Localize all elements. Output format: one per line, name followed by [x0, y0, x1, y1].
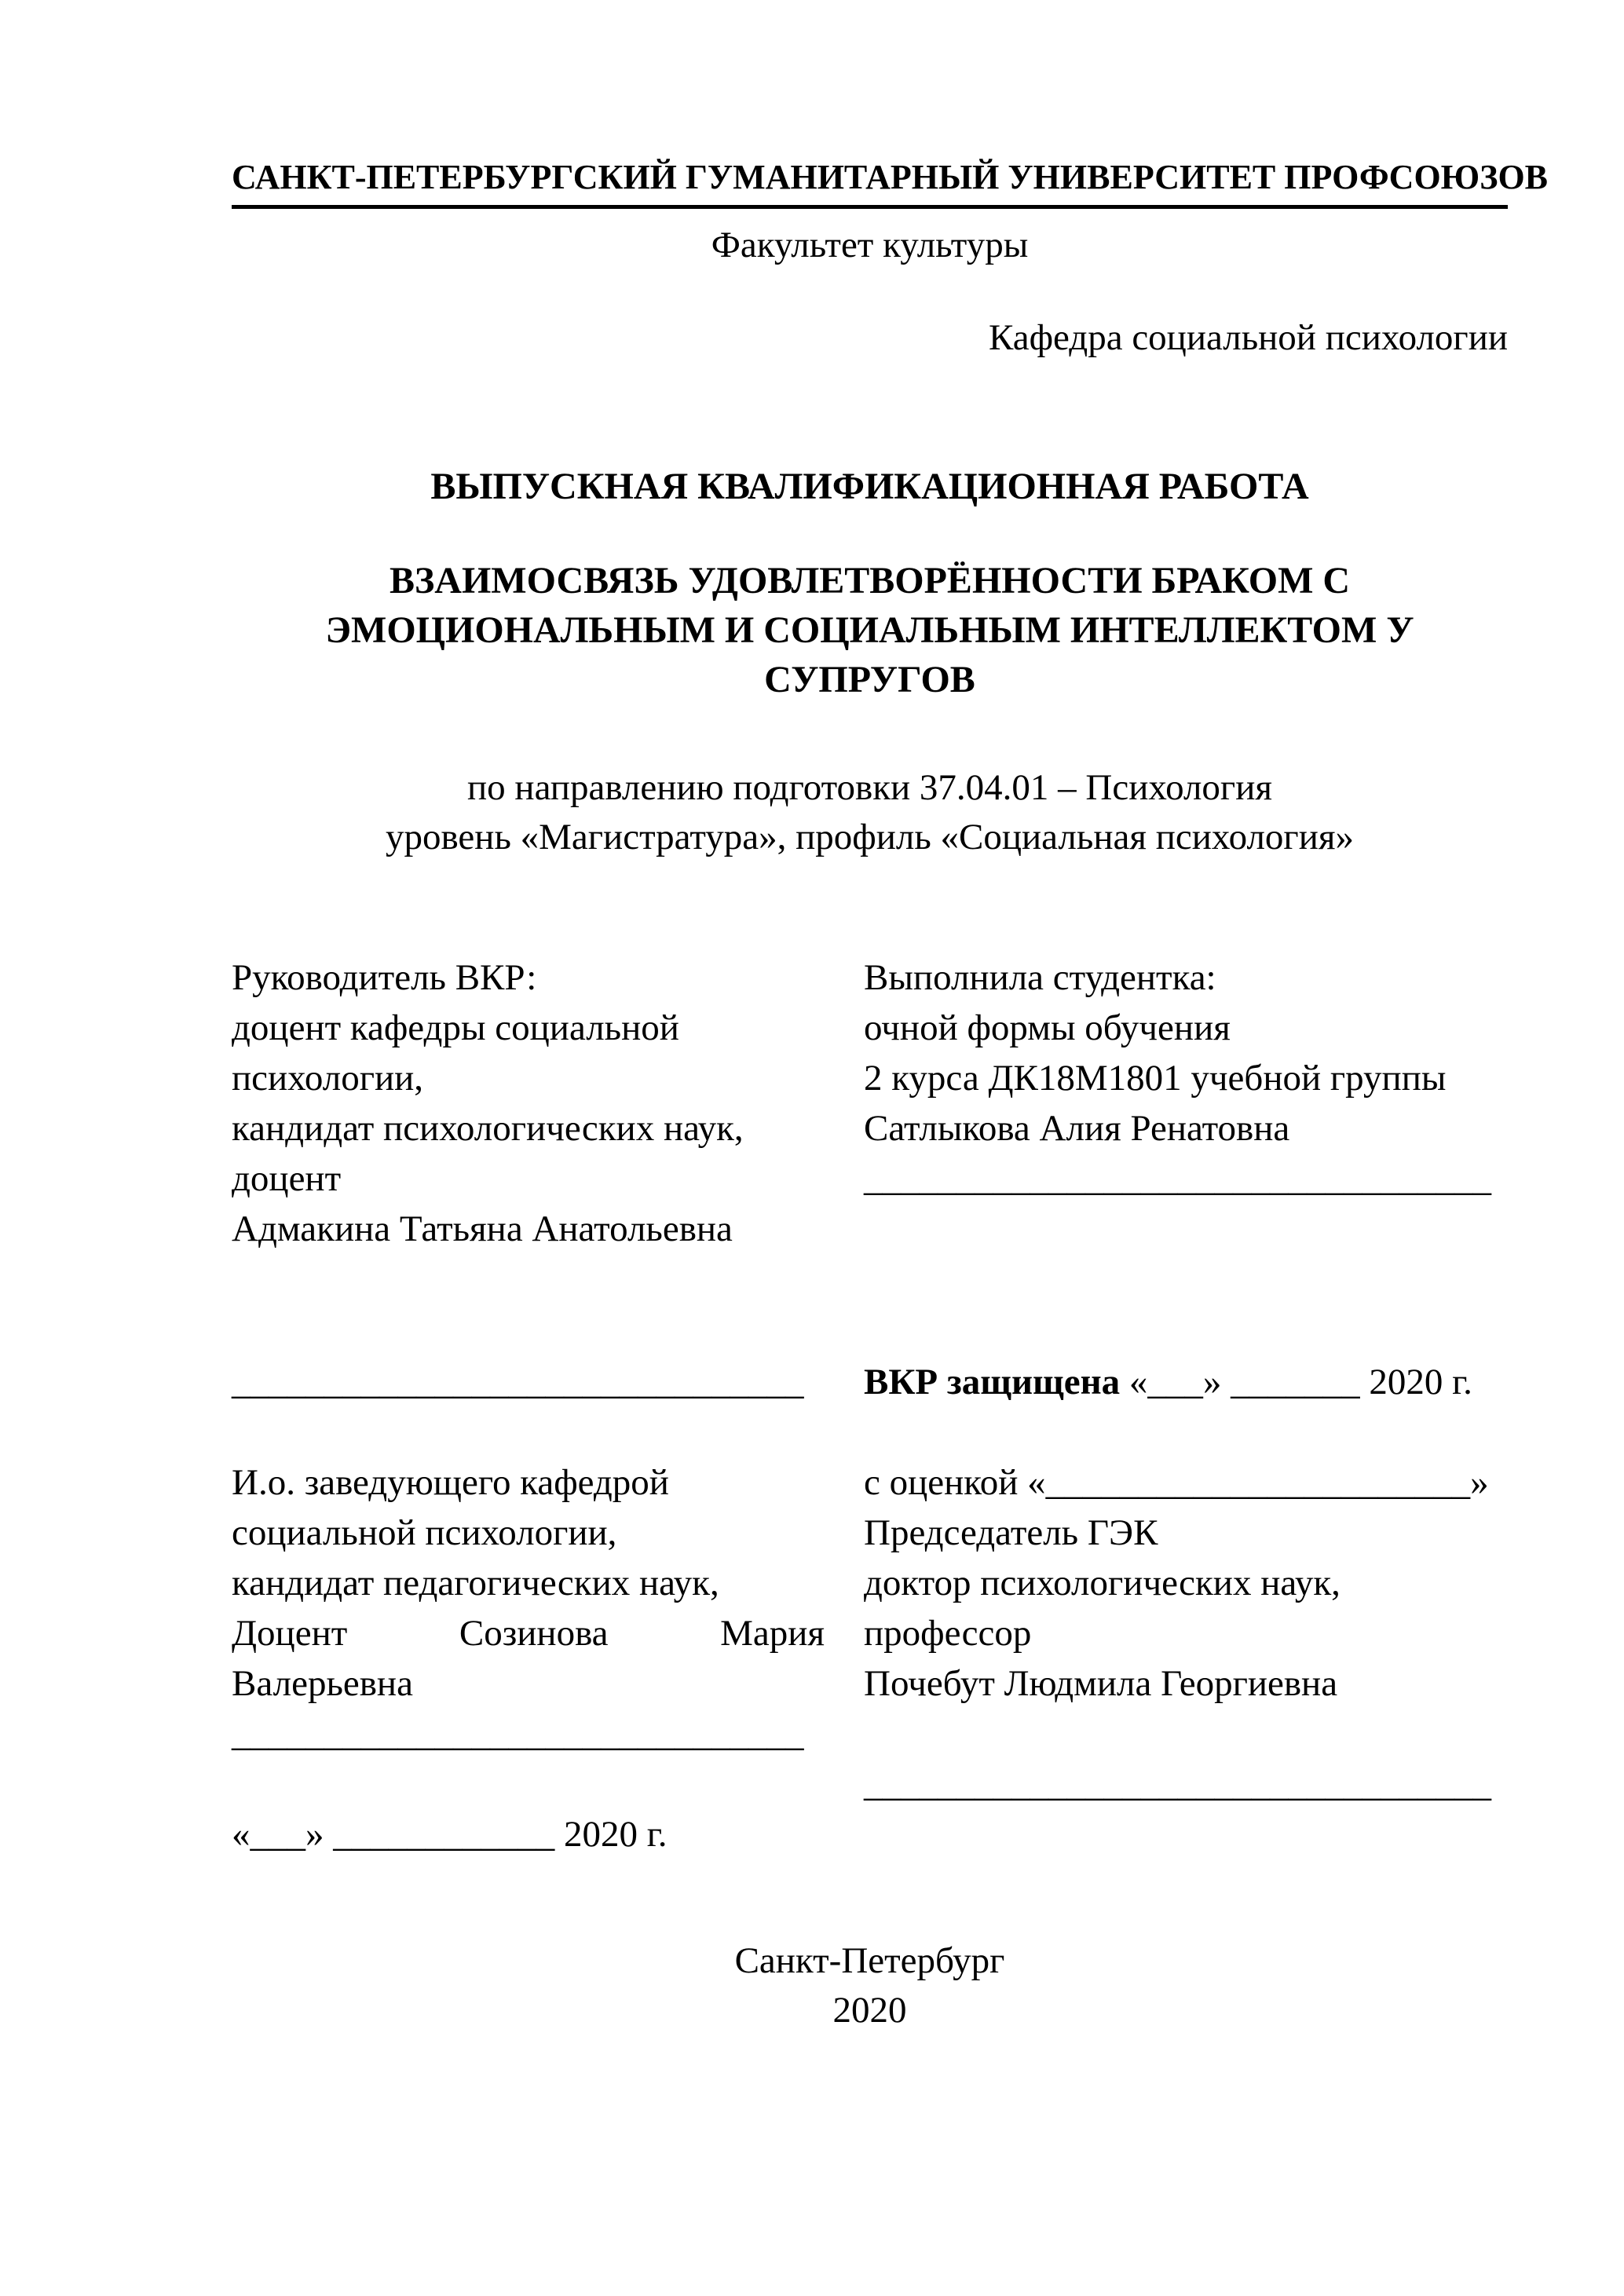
- thesis-title-line-1: ВЗАИМОСВЯЗЬ УДОВЛЕТВОРЁННОСТИ БРАКОМ С: [389, 560, 1351, 601]
- program-info: [232, 763, 1508, 862]
- head-committee-section: [232, 1457, 1508, 1859]
- supervisor-signature-line: _______________________________: [232, 1362, 804, 1402]
- defense-line: [864, 1357, 1508, 1407]
- committee-chair-name: Почебут Людмила Георгиевна: [864, 1663, 1338, 1704]
- head-signature-line: _______________________________: [232, 1713, 804, 1754]
- head-position-1: И.о. заведующего кафедрой: [232, 1462, 669, 1503]
- head-name-word-3: Мария: [720, 1613, 825, 1654]
- defense-label: ВКР защищена: [864, 1362, 1121, 1402]
- supervisor-student-section: [232, 952, 1508, 1254]
- defense-date-blank: «___» _______ 2020 г.: [1120, 1362, 1472, 1402]
- supervisor-rank: доцент: [232, 1158, 342, 1199]
- committee-chair-label: Председатель ГЭК: [864, 1512, 1158, 1553]
- city-label: Санкт-Петербург: [734, 1940, 1005, 1981]
- supervisor-name: Адмакина Татьяна Анатольевна: [232, 1208, 733, 1249]
- student-label: Выполнила студентка:: [864, 957, 1216, 998]
- student-signature-line: __________________________________: [864, 1158, 1491, 1199]
- thesis-title-line-2: ЭМОЦИОНАЛЬНЫМ И СОЦИАЛЬНЫМ ИНТЕЛЛЕКТОМ У: [325, 609, 1414, 651]
- supervisor-position-1: доцент кафедры социальной: [232, 1007, 679, 1048]
- committee-block: [864, 1457, 1508, 1859]
- university-name: САНКТ-ПЕТЕРБУРГСКИЙ ГУМАНИТАРНЫЙ УНИВЕРСИТЕТ ПРОФСОЮЗОВ: [232, 154, 1508, 209]
- supervisor-position-2: психологии,: [232, 1058, 424, 1099]
- head-name-word-1: Доцент: [232, 1613, 348, 1654]
- program-level: уровень «Магистратура», профиль «Социальная психология»: [386, 817, 1354, 857]
- head-name-justified-row: [232, 1608, 825, 1658]
- student-block: [864, 952, 1508, 1254]
- thesis-title: [232, 556, 1508, 704]
- head-date-line: «___» ____________ 2020 г.: [232, 1814, 668, 1855]
- spacer: [864, 1709, 1508, 1759]
- faculty-name: Факультет культуры: [711, 225, 1029, 265]
- head-degree: кандидат педагогических наук,: [232, 1563, 719, 1603]
- department-name: Кафедра социальной психологии: [989, 317, 1508, 358]
- signature-defense-row: [232, 1357, 1508, 1407]
- thesis-title-line-3: СУПРУГОВ: [764, 659, 975, 700]
- student-name: Сатлыкова Алия Ренатовна: [864, 1108, 1290, 1149]
- head-name-word-2: Созинова: [459, 1613, 609, 1654]
- head-name-last-line: Валерьевна: [232, 1663, 413, 1704]
- page-content: [232, 0, 1549, 2035]
- spacer: [232, 1759, 825, 1809]
- program-direction: по направлению подготовки 37.04.01 – Психология: [467, 767, 1272, 808]
- head-of-dept-block: [232, 1457, 825, 1859]
- committee-signature-line: __________________________________: [864, 1764, 1491, 1804]
- student-group: 2 курса ДК18М1801 учебной группы: [864, 1058, 1447, 1099]
- work-type-heading: ВЫПУСКНАЯ КВАЛИФИКАЦИОННАЯ РАБОТА: [430, 466, 1309, 507]
- grade-blank-line: с оценкой «_______________________»: [864, 1462, 1489, 1503]
- head-position-2: социальной психологии,: [232, 1512, 617, 1553]
- year-label: 2020: [832, 1990, 907, 2031]
- supervisor-label: Руководитель ВКР:: [232, 957, 537, 998]
- committee-chair-rank: профессор: [864, 1613, 1032, 1654]
- committee-chair-degree: доктор психологических наук,: [864, 1563, 1341, 1603]
- supervisor-degree: кандидат психологических наук,: [232, 1108, 744, 1149]
- student-study-form: очной формы обучения: [864, 1007, 1231, 1048]
- supervisor-block: [232, 952, 825, 1254]
